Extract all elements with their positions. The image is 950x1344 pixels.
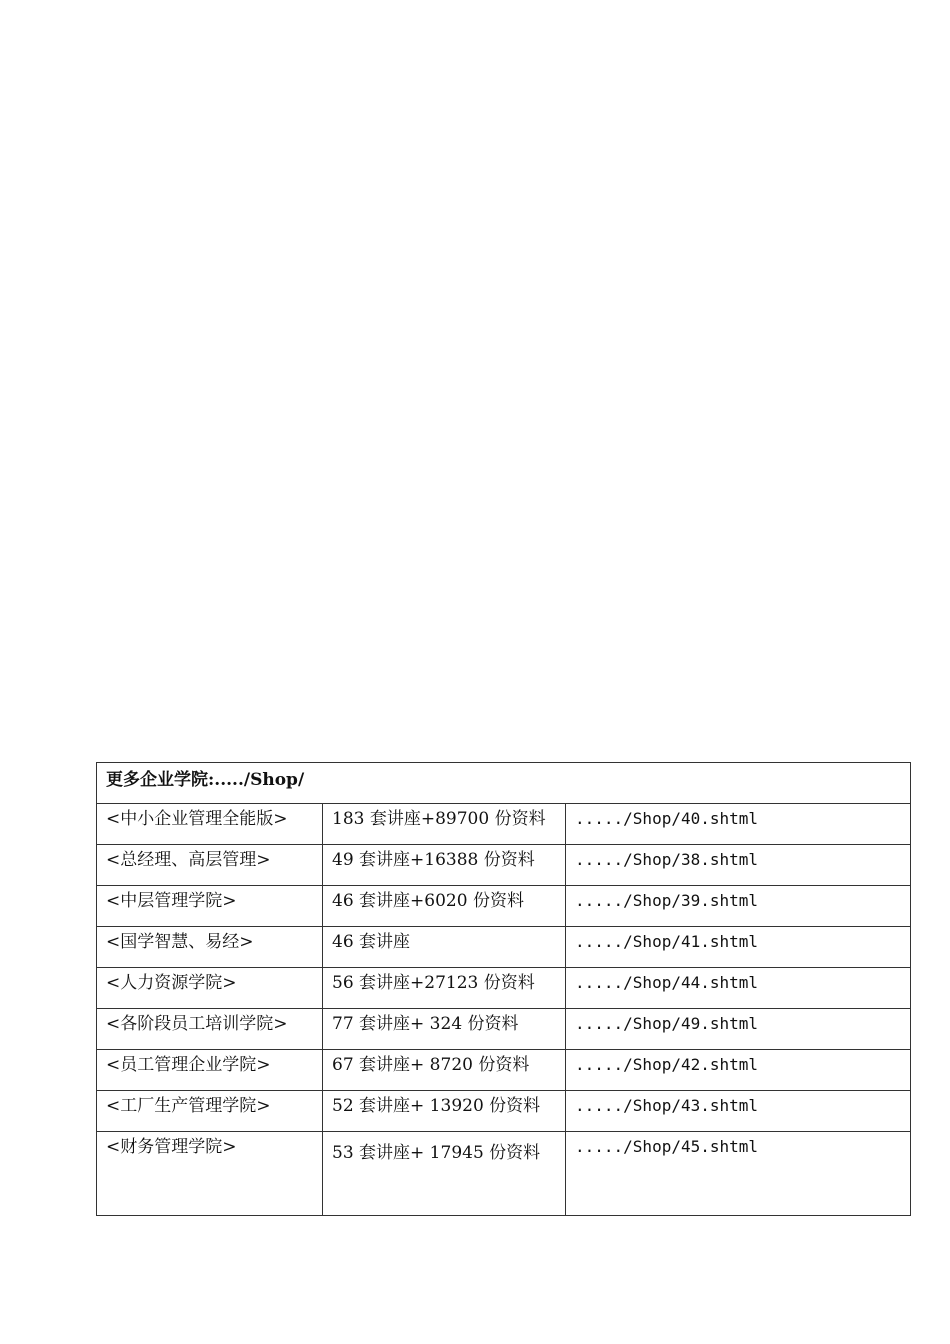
table-row xyxy=(97,1132,911,1216)
table-header: 更多企业学院:...../Shop/ xyxy=(97,763,911,804)
academy-content: 56 套讲座+27123 份资料 xyxy=(323,968,566,1009)
table-row xyxy=(97,968,911,1009)
table-row xyxy=(97,804,911,845)
academy-name: <各阶段员工培训学院> xyxy=(97,1009,323,1050)
table-row xyxy=(97,1091,911,1132)
academy-name: <中小企业管理全能版> xyxy=(97,804,323,845)
academy-content: 67 套讲座+ 8720 份资料 xyxy=(323,1050,566,1091)
academy-content: 77 套讲座+ 324 份资料 xyxy=(323,1009,566,1050)
academy-table xyxy=(96,762,911,1216)
academy-link[interactable]: ...../Shop/38.shtml xyxy=(566,845,911,886)
academy-name: <中层管理学院> xyxy=(97,886,323,927)
academy-name: <国学智慧、易经> xyxy=(97,927,323,968)
academy-link[interactable]: ...../Shop/44.shtml xyxy=(566,968,911,1009)
table-header-row xyxy=(97,763,911,804)
academy-link[interactable]: ...../Shop/49.shtml xyxy=(566,1009,911,1050)
academy-link[interactable]: ...../Shop/39.shtml xyxy=(566,886,911,927)
academy-link[interactable]: ...../Shop/45.shtml xyxy=(566,1132,911,1216)
academy-content: 49 套讲座+16388 份资料 xyxy=(323,845,566,886)
academy-name: <总经理、高层管理> xyxy=(97,845,323,886)
academy-name: <财务管理学院> xyxy=(97,1132,323,1216)
academy-link[interactable]: ...../Shop/42.shtml xyxy=(566,1050,911,1091)
academy-link[interactable]: ...../Shop/40.shtml xyxy=(566,804,911,845)
academy-link[interactable]: ...../Shop/43.shtml xyxy=(566,1091,911,1132)
academy-content: 46 套讲座+6020 份资料 xyxy=(323,886,566,927)
table-row xyxy=(97,886,911,927)
academy-content: 53 套讲座+ 17945 份资料 xyxy=(323,1132,566,1216)
table-row xyxy=(97,927,911,968)
academy-content: 52 套讲座+ 13920 份资料 xyxy=(323,1091,566,1132)
academy-link[interactable]: ...../Shop/41.shtml xyxy=(566,927,911,968)
academy-content: 46 套讲座 xyxy=(323,927,566,968)
table-row xyxy=(97,1050,911,1091)
academy-name: <人力资源学院> xyxy=(97,968,323,1009)
academy-content: 183 套讲座+89700 份资料 xyxy=(323,804,566,845)
table-row xyxy=(97,1009,911,1050)
table-row xyxy=(97,845,911,886)
academy-name: <员工管理企业学院> xyxy=(97,1050,323,1091)
academy-name: <工厂生产管理学院> xyxy=(97,1091,323,1132)
